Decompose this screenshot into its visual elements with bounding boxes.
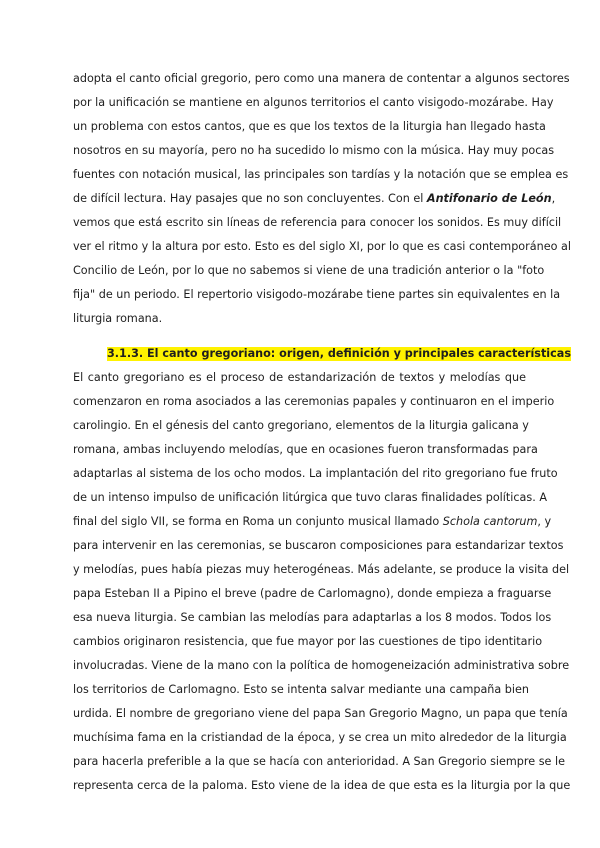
paragraph-2-line-3: carolingio. En el génesis del canto gregoriano, elementos de la liturgia galicana y: [73, 419, 529, 432]
line-7-tail: , y: [537, 515, 552, 528]
paragraph-2-line-10: papa Esteban II a Pipino el breve (padre de Carlomagno), donde empieza a fraguarse: [73, 587, 552, 600]
line-7-text: final del siglo VII, se forma en Roma un conjunto musical llamado: [73, 515, 443, 528]
antifonario-title: Antifonario de León: [426, 192, 552, 205]
paragraph-2-line-4: romana, ambas incluyendo melodías, que en ocasiones fueron transformadas para: [73, 443, 538, 456]
paragraph-1-line-10: fija" de un periodo. El repertorio visigodo-mozárabe tiene partes sin equivalentes en la: [73, 288, 561, 301]
line-6-text: de difícil lectura. Hay pasajes que no son concluyentes. Con el: [73, 192, 427, 205]
paragraph-1-line-11: liturgia romana.: [73, 312, 163, 325]
paragraph-2-line-12: cambios originaron resistencia, que fue mayor por las cuestiones de tipo identitario: [73, 635, 543, 648]
paragraph-2-line-8: para intervenir en las ceremonias, se buscaron composiciones para estandarizar textos: [73, 539, 564, 552]
paragraph-1-line-1: adopta el canto oficial gregorio, pero como una manera de contentar a algunos sectores: [73, 72, 570, 85]
paragraph-2-line-7: [73, 515, 552, 529]
paragraph-1-line-5: fuentes con notación musical, las principales son tardías y la notación que se emplea es: [73, 168, 569, 181]
paragraph-1-line-4: nosotros en su mayoría, pero no ha sucedido lo mismo con la música. Hay muy pocas: [73, 144, 555, 157]
paragraph-1-line-6: [73, 192, 556, 206]
paragraph-1-line-9: Concilio de León, por lo que no sabemos si viene de una tradición anterior o la "foto: [73, 264, 545, 277]
paragraph-2-line-1: El canto gregoriano es el proceso de estandarización de textos y melodías que: [73, 371, 526, 384]
paragraph-2-line-13: involucradas. Viene de la mano con la política de homogeneización administrativa sobre: [73, 659, 570, 672]
paragraph-2-line-14: los territorios de Carlomagno. Esto se intenta salvar mediante una campaña bien: [73, 683, 529, 696]
paragraph-2-line-2: comenzaron en roma asociados a las ceremonias papales y continuaron en el imperio: [73, 395, 555, 408]
paragraph-1-line-7: vemos que está escrito sin líneas de referencia para conocer los sonidos. Es muy difícil: [73, 216, 562, 229]
paragraph-2-line-6: de un intenso impulso de unificación litúrgica que tuvo claras finalidades políticas. A: [73, 491, 547, 504]
paragraph-2-line-11: esa nueva liturgia. Se cambian las melodías para adaptarlas a los 8 modos. Todos los: [73, 611, 552, 624]
paragraph-2-line-15: urdida. El nombre de gregoriano viene del papa San Gregorio Magno, un papa que tenía: [73, 707, 568, 720]
schola-cantorum-term: Schola cantorum: [442, 515, 538, 528]
paragraph-2-line-5: adaptarlas al sistema de los ocho modos. La implantación del rito gregoriano fue fruto: [73, 467, 558, 480]
paragraph-2-line-17: para hacerla preferible a la que se hacía con anterioridad. A San Gregorio siempre se le: [73, 755, 565, 768]
paragraph-2-line-18: representa cerca de la paloma. Esto viene de la idea de que esta es la liturgia por la que: [73, 779, 571, 792]
paragraph-2-line-9: y melodías, pues había piezas muy heterogéneas. Más adelante, se produce la visita del: [73, 563, 570, 576]
section-heading: 3.1.3. El canto gregoriano: origen, definición y principales características: [107, 347, 571, 360]
paragraph-2-line-16: muchísima fama en la cristiandad de la época, y se crea un mito alrededor de la liturgia: [73, 731, 567, 744]
paragraph-1-line-2: por la unificación se mantiene en algunos territorios el canto visigodo-mozárabe. Hay: [73, 96, 554, 109]
paragraph-1-line-8: ver el ritmo y la altura por esto. Esto es del siglo XI, por lo que es casi contemporáneo al: [73, 240, 571, 253]
line-6-comma: ,: [551, 192, 556, 205]
paragraph-1-line-3: un problema con estos cantos, que es que los textos de la liturgia han llegado hasta: [73, 120, 546, 133]
